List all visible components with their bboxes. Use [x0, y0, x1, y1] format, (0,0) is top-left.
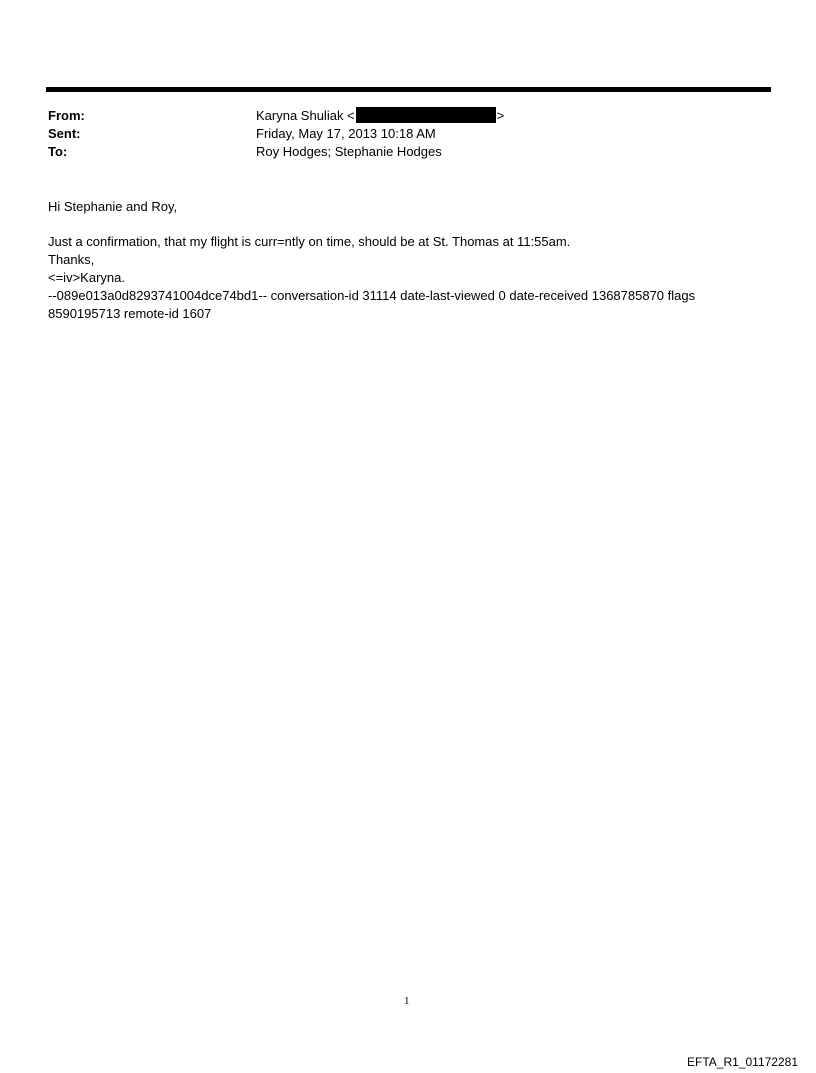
from-name: Karyna Shuliak < [256, 108, 355, 123]
sent-label: Sent: [48, 126, 81, 141]
greeting: Hi Stephanie and Roy, [48, 199, 178, 214]
body-line-1: Just a confirmation, that my flight is curr=ntly on time, should be at St. Thomas at 11:55am. [48, 234, 571, 249]
sent-value: Friday, May 17, 2013 10:18 AM [256, 126, 436, 141]
body-line-2: Thanks, [48, 252, 95, 267]
from-label: From: [48, 108, 85, 123]
page-number: 1 [404, 995, 410, 1007]
body-line-4: --089e013a0d8293741004dce74bd1-- conversation-id 31114 date-last-viewed 0 date-received 1368785870 flags [48, 288, 696, 303]
header-rule [46, 87, 771, 92]
body-line-5: 8590195713 remote-id 1607 [48, 306, 212, 321]
from-value [256, 107, 504, 125]
body-line-3: <=iv>Karyna. [48, 270, 125, 285]
document-id: EFTA_R1_01172281 [687, 1055, 798, 1069]
to-value: Roy Hodges; Stephanie Hodges [256, 144, 442, 159]
from-close: > [496, 108, 505, 123]
to-label: To: [48, 144, 68, 159]
redaction-box [356, 107, 496, 123]
